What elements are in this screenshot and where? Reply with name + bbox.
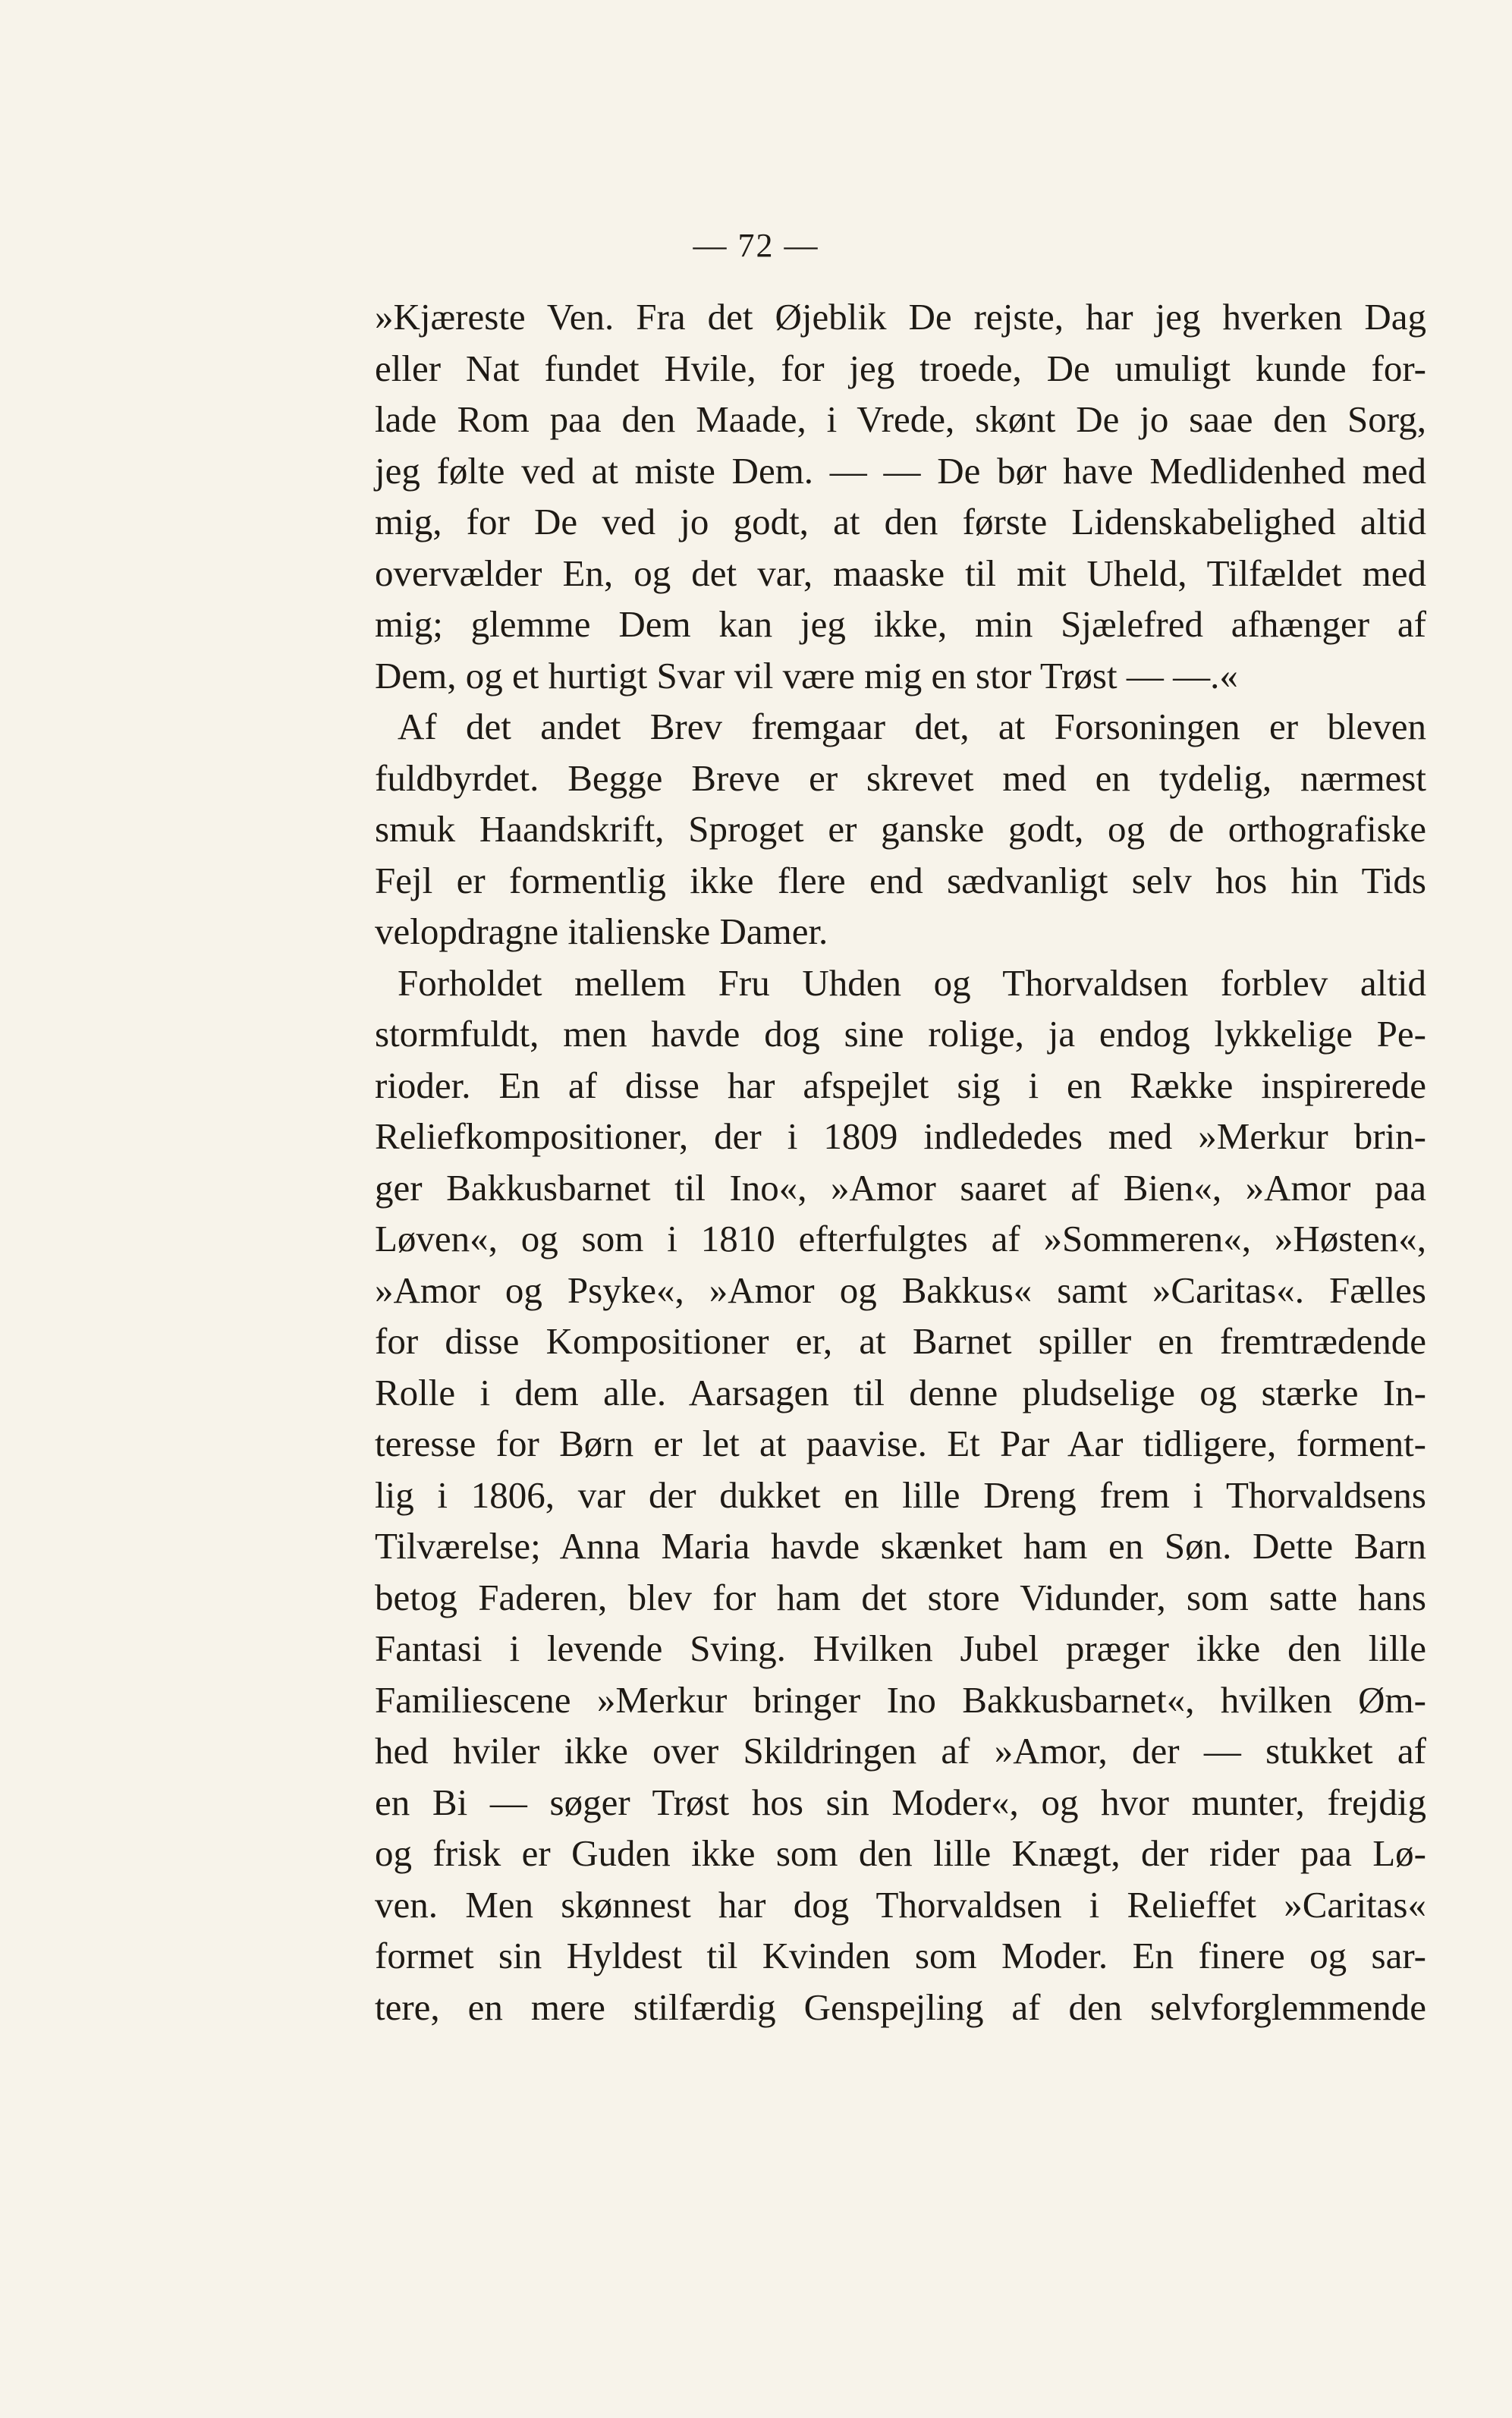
text-line: Rolle i dem alle. Aarsagen til denne pludselige og stærke In- <box>375 1371 1426 1413</box>
text-line: Fejl er formentlig ikke flere end sædvanligt selv hos hin Tids <box>375 859 1426 901</box>
text-line: hed hviler ikke over Skildringen af »Amor, der — stukket af <box>375 1730 1426 1772</box>
text-line: for disse Kompositioner er, at Barnet spiller en fremtrædende <box>375 1320 1426 1362</box>
text-line: lade Rom paa den Maade, i Vrede, skønt De jo saae den Sorg, <box>375 398 1426 440</box>
text-line: ven. Men skønnest har dog Thorvaldsen i Relieffet »Caritas« <box>375 1883 1426 1926</box>
text-line: tere, en mere stilfærdig Genspejling af den selvforglemmende <box>375 1986 1426 2028</box>
text-line: Løven«, og som i 1810 efterfulgtes af »Sommeren«, »Høsten«, <box>375 1218 1426 1259</box>
text-line: stormfuldt, men havde dog sine rolige, ja endog lykkelige Pe- <box>375 1013 1426 1055</box>
text-line: ger Bakkusbarnet til Ino«, »Amor saaret af Bien«, »Amor paa <box>375 1166 1426 1209</box>
text-line: »Amor og Psyke«, »Amor og Bakkus« samt »Caritas«. Fælles <box>375 1269 1426 1311</box>
body-text <box>375 291 1426 2033</box>
text-line: en Bi — søger Trøst hos sin Moder«, og hvor munter, frejdig <box>375 1781 1426 1823</box>
text-line: Familiescene »Merkur bringer Ino Bakkusbarnet«, hvilken Øm- <box>375 1678 1426 1721</box>
text-line: formet sin Hyldest til Kvinden som Moder. En finere og sar- <box>375 1935 1426 1976</box>
text-line: Forholdet mellem Fru Uhden og Thorvaldsen forblev altid <box>398 961 1426 1004</box>
text-line: og frisk er Guden ikke som den lille Knægt, der rider paa Lø- <box>375 1832 1426 1874</box>
text-line: mig; glemme Dem kan jeg ikke, min Sjælefred afhænger af <box>375 603 1426 645</box>
text-line: lig i 1806, var der dukket en lille Dreng frem i Thorvaldsens <box>375 1473 1426 1516</box>
text-line: rioder. En af disse har afspejlet sig i en Række inspirerede <box>375 1064 1426 1106</box>
text-line: Dem, og et hurtigt Svar vil være mig en stor Trøst — —.« <box>375 654 1238 696</box>
text-line: mig, for De ved jo godt, at den første Lidenskabelighed altid <box>375 501 1426 542</box>
text-line: jeg følte ved at miste Dem. — — De bør have Medlidenhed med <box>375 449 1426 492</box>
text-line: betog Faderen, blev for ham det store Vidunder, som satte hans <box>375 1576 1426 1618</box>
text-line: velopdragne italienske Damer. <box>375 910 828 952</box>
text-line: Reliefkompositioner, der i 1809 indlededes med »Merkur brin- <box>375 1115 1426 1157</box>
text-line: eller Nat fundet Hvile, for jeg troede, De umuligt kunde for- <box>375 347 1426 389</box>
text-line: »Kjæreste Ven. Fra det Øjeblik De rejste, har jeg hverken Dag <box>375 296 1426 338</box>
page-number: — 72 — <box>693 227 819 264</box>
text-line: Af det andet Brev fremgaar det, at Forsoningen er bleven <box>398 706 1426 747</box>
text-line: overvælder En, og det var, maaske til mit Uheld, Tilfældet med <box>375 552 1426 594</box>
text-line: smuk Haandskrift, Sproget er ganske godt, og de orthografiske <box>375 808 1426 850</box>
text-line: Fantasi i levende Sving. Hvilken Jubel præger ikke den lille <box>375 1627 1426 1669</box>
text-line: Tilværelse; Anna Maria havde skænket ham en Søn. Dette Barn <box>375 1525 1426 1567</box>
text-line: teresse for Børn er let at paavise. Et Par Aar tidligere, forment- <box>375 1423 1426 1464</box>
text-line: fuldbyrdet. Begge Breve er skrevet med en tydelig, nærmest <box>375 756 1426 799</box>
